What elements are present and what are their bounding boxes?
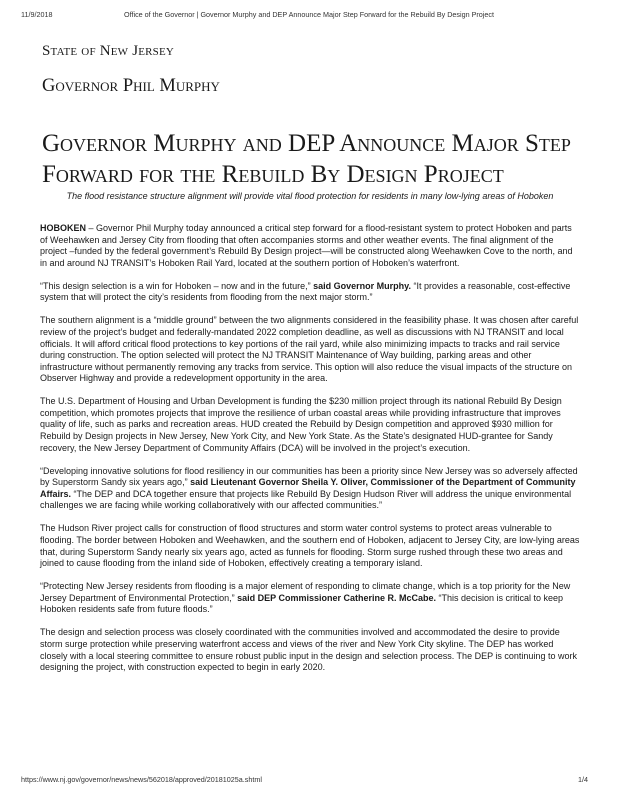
quote-text: “The DEP and DCA together ensure that projects like Rebuild By Design Hudson River will address the unique environmental challenges we are facing while working collaboratively with our affected communities.” [40, 488, 572, 511]
quote-attribution: said Governor Murphy. [313, 280, 412, 291]
state-name-link[interactable]: State of New Jersey [42, 43, 175, 59]
article-headline: Governor Murphy and DEP Announce Major Step Forward for the Rebuild By Design Project [42, 130, 571, 188]
article-paragraph: The U.S. Department of Housing and Urban Development is funding the $230 million project through its national Rebuild By Design competition, which promotes projects that improve the resilience of urban coastal areas while providing infrastructure that improves quality of life, such as parks and recreation areas. HUD created the Rebuild by Design competition and approved $930 million for Rebuild by Design projects in New Jersey, New York City, and New York State. As the State’s designated HUD-grantee for Sandy recovery, the New Jersey Department of Community Affairs (DCA) will be involved in the project’s execution. [40, 396, 562, 453]
page-url: https://www.nj.gov/governor/news/news/562018/approved/20181025a.shtml [21, 775, 262, 784]
page-number: 1/4 [578, 775, 588, 784]
article-paragraph: The Hudson River project calls for construction of flood structures and storm water control systems to protect areas vulnerable to flooding. The border between Hoboken and Weehawken, and the southern end of Hoboken, adjacent to Jersey City, are low-lying areas that, during Superstorm Sandy nearly six years ago, acted as funnels for flooding. Storm surge rushed through these two areas and joined to cause flooding from the inland side of Hoboken, effectively creating a temporary island. [40, 523, 580, 569]
quote-attribution: said DEP Commissioner Catherine R. McCabe. [237, 592, 436, 603]
quote-text: “It provides a reasonable, cost-effective system that will protect the city’s residents from flooding from the next major storm.” [40, 280, 571, 303]
article-paragraph: The design and selection process was closely coordinated with the communities involved and accommodated the desire to provide storm surge protection while preserving waterfront access and views of the river and New York City skyline. The DEP has worked closely with a local steering committee to ensure robust public input in the design and selection process. The DEP is continuing to work designing the project, with construction expected to begin in early 2020. [40, 627, 577, 673]
quote-text: “This decision is critical to keep Hoboken residents safe from future floods.” [40, 592, 564, 615]
article-paragraph [40, 581, 580, 616]
print-date: 11/9/2018 [21, 10, 53, 19]
article-paragraph: The southern alignment is a “middle ground” between the two alignments considered in the feasibility phase. It was chosen after careful review of the project’s budget and federally-mandated 2022 completion deadline, as well as discussions with NJ TRANSIT and local officials. It will afford critical flood protections to key portions of the rail yard, while also minimizing impacts to tracks and rail service during construction. The option selected will protect the NJ TRANSIT Maintenance of Way building, parking areas and other infrastructure without permanently removing any tracks from service. This option will also reduce the visual impacts of the structure on Observer Highway and provide a redevelopment opportunity in the area. [40, 315, 579, 384]
quote-text: “Developing innovative solutions for flood resiliency in our communities has been a priority since New Jersey was so adversely affected by Superstorm Sandy six years ago,” [40, 465, 578, 488]
article-body [40, 223, 580, 674]
quote-text: “This design selection is a win for Hoboken – now and in the future,” [40, 280, 314, 291]
governor-name-link[interactable]: Governor Phil Murphy [42, 76, 220, 96]
dateline: HOBOKEN [40, 223, 87, 233]
article-paragraph [40, 466, 580, 512]
article-paragraph [40, 281, 580, 304]
quote-text: “Protecting New Jersey residents from flooding is a major element of responding to climate change, which is a top priority for the New Jersey Department of Environmental Protection,” [40, 581, 571, 603]
paragraph-text: – Governor Phil Murphy today announced a critical step forward for a flood-resistant system to protect Hoboken and parts of Weehawken and Jersey City from flooding that often accompanies storms and other weather events. The final alignment of the project –funded by the federal government’s Rebuild By Design project—will be constructed along Weehawken Cove to the north, and in and around NJ TRANSIT’s Hoboken Rail Yard, located at the southern portion of Hoboken’s waterfront. [40, 223, 573, 268]
print-page-title: Office of the Governor | Governor Murphy and DEP Announce Major Step Forward for the Rebuild By Design Project [124, 10, 494, 19]
article-subhead: The flood resistance structure alignment will provide vital flood protection for residents in many low-lying areas of Hoboken [66, 191, 554, 201]
quote-attribution: said Lieutenant Governor Sheila Y. Oliver, Commissioner of the Department of Community Affairs. [40, 477, 576, 499]
article-paragraph [40, 223, 580, 269]
